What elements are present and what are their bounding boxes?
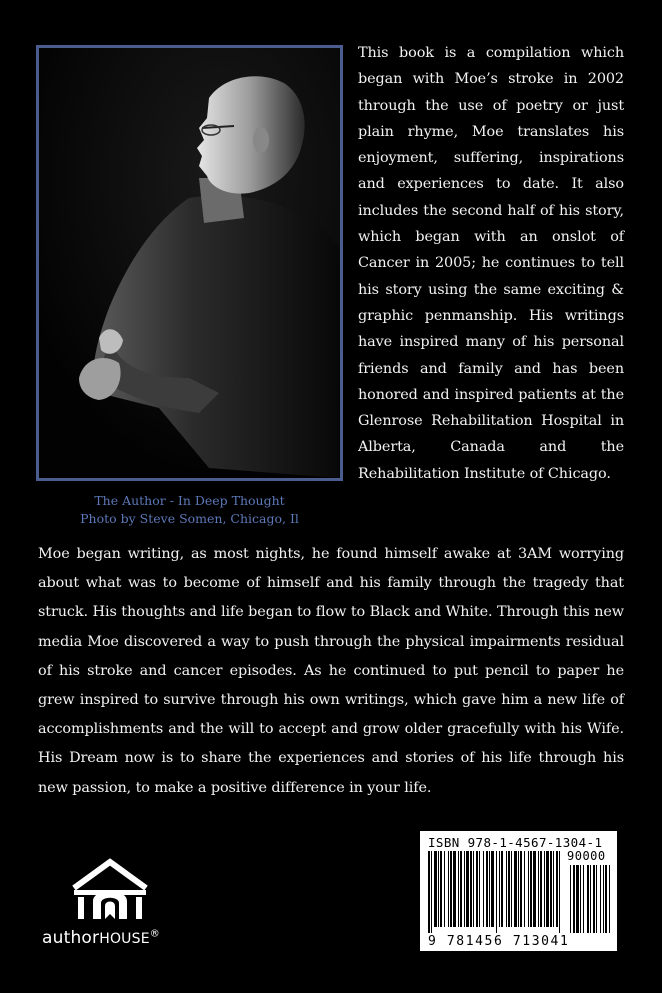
barcode-bar <box>453 851 456 927</box>
addon-bar <box>580 865 581 933</box>
addon-bar <box>570 865 571 933</box>
barcode-bar <box>440 851 442 927</box>
barcode-bar <box>479 851 480 927</box>
barcode-bar <box>520 851 522 927</box>
addon-bar <box>600 865 601 933</box>
publisher-name-upper: HOUSE <box>99 931 150 947</box>
photo-caption <box>36 492 343 528</box>
barcode-bar <box>476 851 478 927</box>
barcode-bar <box>553 851 554 927</box>
barcode-bar <box>458 851 459 927</box>
addon-bar <box>593 865 595 933</box>
addon-bar <box>587 865 589 933</box>
barcode-bar <box>434 851 437 927</box>
addon-bar <box>573 865 575 933</box>
barcode-bar <box>501 851 503 927</box>
barcode-bar <box>556 851 558 927</box>
barcode-bar <box>486 851 488 927</box>
caption-line-2: Photo by Steve Somen, Chicago, Il <box>80 511 299 526</box>
barcode-bar <box>540 851 542 927</box>
isbn-barcode <box>420 831 617 951</box>
barcode-bar <box>438 851 439 927</box>
author-portrait-image <box>39 48 340 478</box>
addon-bar <box>590 865 591 933</box>
barcode-bar <box>473 851 474 927</box>
barcode-bar <box>538 851 539 927</box>
addon-bar <box>596 865 597 933</box>
addon-bar <box>603 865 604 933</box>
price-addon: 90000 <box>567 849 606 863</box>
barcode-bar <box>550 851 552 927</box>
authorhouse-logo <box>42 858 192 958</box>
barcode-bar <box>530 851 532 927</box>
barcode-bar <box>544 851 545 927</box>
barcode-bar <box>546 851 549 927</box>
barcode-bar <box>496 851 497 933</box>
addon-bar <box>583 865 584 933</box>
addon-bar <box>605 865 607 933</box>
barcode-bar <box>428 851 430 933</box>
addon-bar <box>609 865 610 933</box>
author-photo <box>36 45 343 481</box>
barcode-bar <box>508 851 510 927</box>
barcode-bar <box>450 851 452 927</box>
barcode-bar <box>491 851 494 927</box>
publisher-name-lower: author <box>42 928 100 948</box>
barcode-bar <box>514 851 517 927</box>
barcode-bar <box>489 851 490 927</box>
addon-bar <box>576 865 579 933</box>
barcode-bar <box>528 851 529 927</box>
blurb-bottom-paragraph: Moe began writing, as most nights, he found himself awake at 3AM worrying about what was to become of himself and his family through the tragedy that struck. His thoughts and life began to flow to Black and White. Through this new media Moe discovered a way to push through the physical impairments residual of his stroke and cancer episodes. As he continued to put pencil to paper he grew inspired to survive through his own writings, which gave him a new life of accomplishments and the will to accept and grow older gracefully with his Wife. His Dream now is to share the experiences and stories of his life through his new passion, to make a positive difference in your life. <box>38 546 624 796</box>
isbn-label: ISBN 978-1-4567-1304-1 <box>428 835 603 850</box>
barcode-bar <box>524 851 525 927</box>
barcode-bar <box>483 851 484 927</box>
barcode-bar <box>499 851 500 927</box>
barcode-bar <box>466 851 469 927</box>
blurb-top-paragraph: This book is a compilation which began with Moe’s stroke in 2002 through the use of poetry or just plain rhyme, Moe translates his enjoyment, suffering, inspirations and experiences to date. It also includes the second half of his story, which began with an onslot of Cancer in 2005; he continues to tell his story using the same exciting & graphic penmanship. His writings have inspired many of his personal friends and family and has been honored and inspired patients at the Glenrose Rehabilitation Hospital in Alberta, Canada and the Rehabilitation Institute of Chicago. <box>358 45 624 482</box>
barcode-bar <box>470 851 472 927</box>
barcode-bar <box>431 851 432 933</box>
barcode-bars <box>424 851 614 935</box>
caption-line-1: The Author - In Deep Thought <box>94 493 285 508</box>
barcode-bar <box>559 851 560 933</box>
barcode-bar <box>533 851 536 927</box>
barcode-bar <box>460 851 462 927</box>
barcode-bar <box>518 851 519 927</box>
barcode-digits: 9 781456 713041 <box>428 934 570 949</box>
barcode-bar <box>506 851 507 927</box>
barcode-bar <box>511 851 512 927</box>
barcode-bar <box>464 851 465 927</box>
barcode-bar <box>448 851 449 927</box>
registered-mark: ® <box>149 928 160 940</box>
barcode-bar <box>444 851 445 927</box>
publisher-name <box>42 928 160 948</box>
authorhouse-emblem-icon <box>69 858 151 922</box>
